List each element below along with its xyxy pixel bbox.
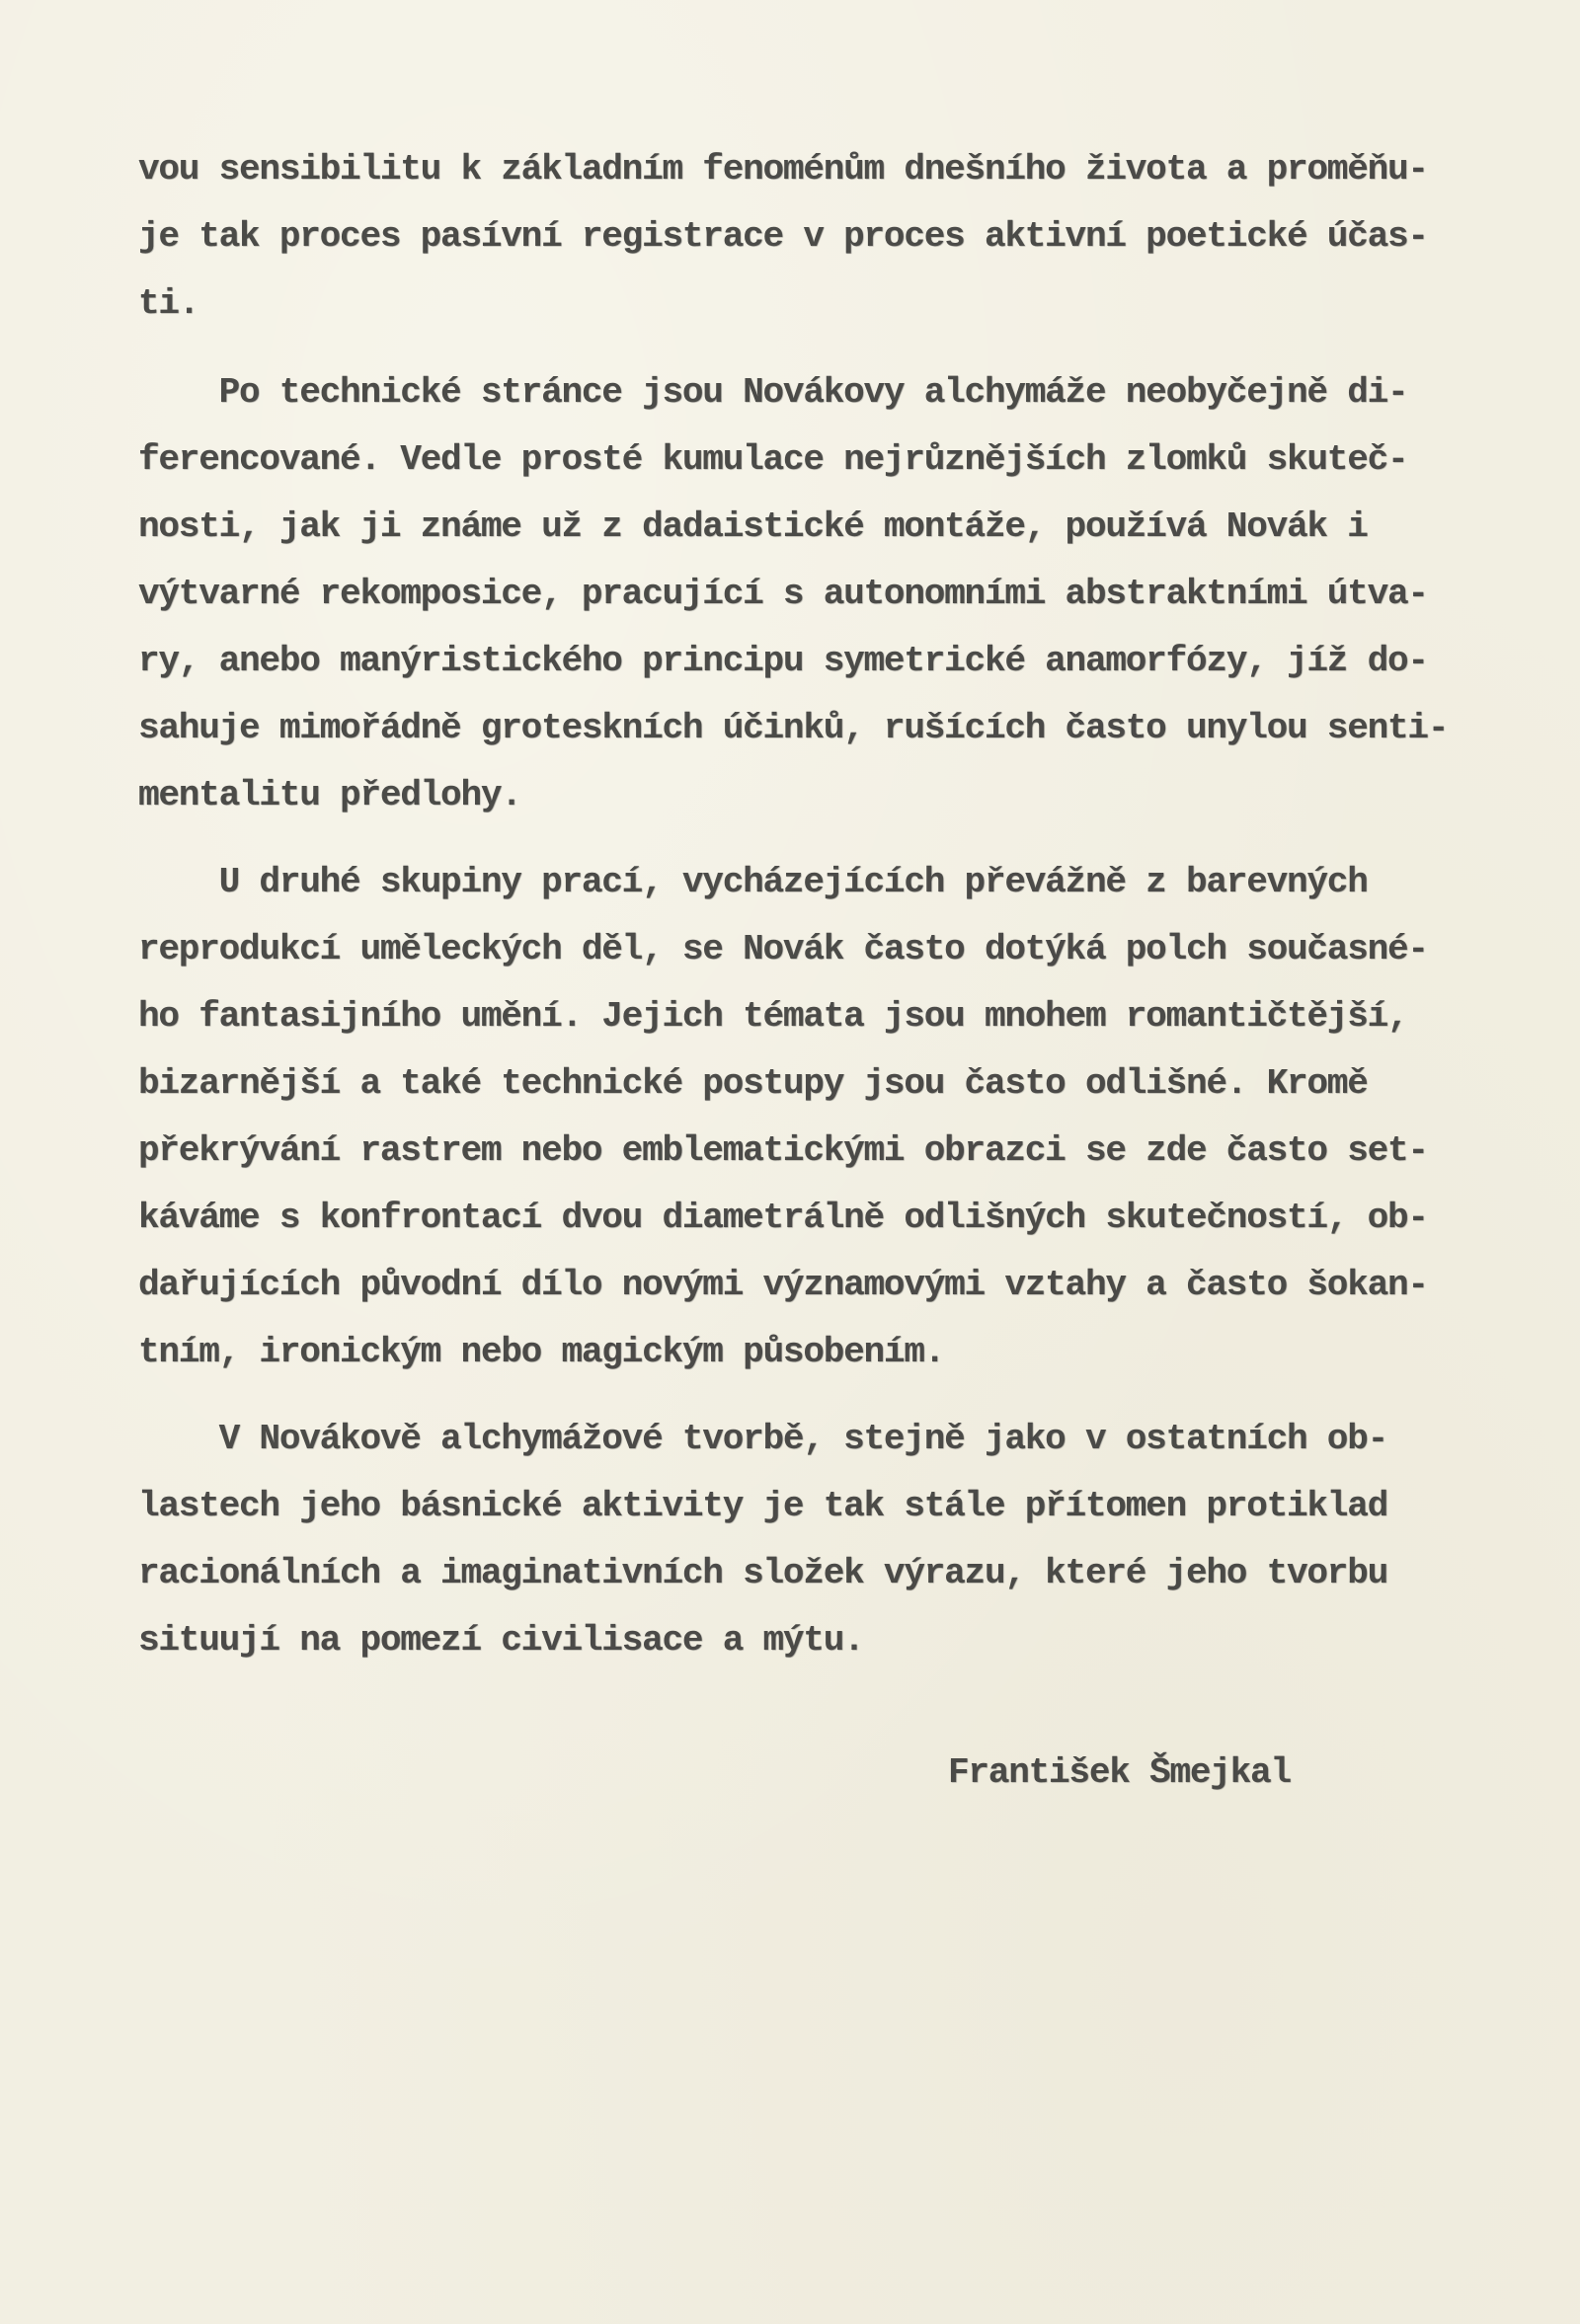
- text-line: ho fantasijního umění. Jejich témata jsou mnohem romantičtější,: [138, 996, 1408, 1037]
- text-line: U druhé skupiny prací, vycházejících převážně z barevných: [138, 862, 1368, 902]
- text-line: je tak proces pasívní registrace v proces aktivní poetické účas-: [138, 216, 1428, 257]
- text-line: sahuje mimořádně groteskních účinků, rušících často unylou senti-: [138, 708, 1449, 748]
- text-line: tním, ironickým nebo magickým působením.: [138, 1332, 945, 1372]
- text-line: ti.: [138, 283, 199, 324]
- text-line: káváme s konfrontací dvou diametrálně odlišných skutečností, ob-: [138, 1198, 1428, 1238]
- text-line: překrývání rastrem nebo emblematickými obrazci se zde často set-: [138, 1130, 1428, 1171]
- author-signature: František Šmejkal: [948, 1752, 1291, 1793]
- text-line: ry, anebo manýristického principu symetrické anamorfózy, jíž do-: [138, 641, 1428, 681]
- text-line: výtvarné rekomposice, pracující s autonomními abstraktními útva-: [138, 574, 1428, 614]
- text-line: situují na pomezí civilisace a mýtu.: [138, 1620, 864, 1661]
- text-line: ferencované. Vedle prosté kumulace nejrůznějších zlomků skuteč-: [138, 439, 1408, 480]
- text-line: racionálních a imaginativních složek výrazu, které jeho tvorbu: [138, 1553, 1388, 1593]
- text-line: mentalitu předlohy.: [138, 775, 521, 815]
- text-line: reprodukcí uměleckých děl, se Novák často dotýká polch současné-: [138, 929, 1428, 969]
- text-line: nosti, jak ji známe už z dadaistické montáže, používá Novák i: [138, 506, 1368, 547]
- text-line: dařujících původní dílo novými významovými vztahy a často šokan-: [138, 1265, 1428, 1305]
- text-line: Po technické stránce jsou Novákovy alchymáže neobyčejně di-: [138, 372, 1408, 413]
- text-line: lastech jeho básnické aktivity je tak stále přítomen protiklad: [138, 1486, 1388, 1526]
- text-line: V Novákově alchymážové tvorbě, stejně jako v ostatních ob-: [138, 1419, 1388, 1459]
- text-line: bizarnější a také technické postupy jsou často odlišné. Kromě: [138, 1063, 1368, 1104]
- text-line: vou sensibilitu k základním fenoménům dnešního života a proměňu-: [138, 149, 1428, 190]
